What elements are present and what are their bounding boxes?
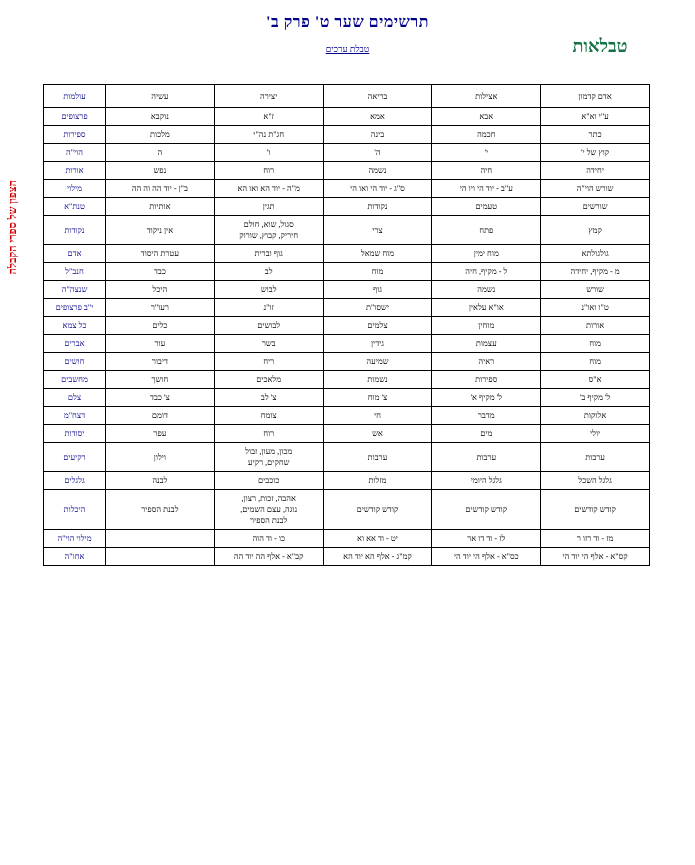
table-cell: כו - וד הוה [214,530,323,548]
table-cell: זו"נ [214,299,323,317]
table-cell: נוקבא [106,108,215,126]
table-cell: מוח [323,263,432,281]
table-cell: גוף [323,281,432,299]
table-cell: לבושים [214,317,323,335]
table-cell: אלוקות [541,407,650,425]
table-cell: מכון, מעון, זבול שחקים, רקיע [214,443,323,472]
table-cell: כלים [106,317,215,335]
table-cell: גלגל השכל [541,472,650,490]
table-cell: ו' [214,144,323,162]
table-cell: רוח [214,162,323,180]
table-cell: כתר [541,126,650,144]
table-cell: ל - מקיף, חיה [432,263,541,281]
table-cell: מלאכים [214,371,323,389]
table-cell: נשמות [323,371,432,389]
row-header: טנת"א [44,198,106,216]
table-row [44,472,650,490]
table-cell: מוח [541,353,650,371]
table-row [44,299,650,317]
table-cell: רעו"ר [106,299,215,317]
table-cell: ראיה [432,353,541,371]
table-cell: בשר [214,335,323,353]
table-cell: היכל [106,281,215,299]
table-cell: מוח [541,335,650,353]
row-header: ספירות [44,126,106,144]
table-cell: חג"ת נה"י [214,126,323,144]
table-cell: נקודות [323,198,432,216]
table-cell: ל' מקיף ב' [541,389,650,407]
table-cell: שמיעה [323,353,432,371]
table-cell: נשמה [432,281,541,299]
values-table [43,84,650,566]
table-cell: ל' מקיף א' [432,389,541,407]
column-header: אצילות [432,85,541,108]
table-cell: לבוש [214,281,323,299]
row-header: מילוי הוי"ה [44,530,106,548]
table-row [44,216,650,245]
table-row [44,443,650,472]
column-header: עשיה [106,85,215,108]
table-cell: גולגולתא [541,245,650,263]
table-row [44,353,650,371]
table-cell: עפר [106,425,215,443]
table-row [44,425,650,443]
table-cell: שורשים [541,198,650,216]
row-header: נקודות [44,216,106,245]
table-row [44,263,650,281]
row-header: פרצופים [44,108,106,126]
row-header: הוי"ה [44,144,106,162]
table-cell [106,530,215,548]
table-cell: מ - מקיף, יחידה [541,263,650,281]
table-cell: אורות [541,317,650,335]
column-header-worlds: עולמות [44,85,106,108]
table-cell: אש [323,425,432,443]
table-cell: לב [214,263,323,281]
table-cell: אין ניקוד [106,216,215,245]
table-cell: מדבר [432,407,541,425]
table-cell: חי [323,407,432,425]
row-header: שנצה"ה [44,281,106,299]
table-cell: קוץ של י' [541,144,650,162]
table-cell: אותיות [106,198,215,216]
column-header: בריאה [323,85,432,108]
table-cell: דיבור [106,353,215,371]
table-cell: קס"א - אלף הי יוד הי [541,548,650,566]
table-cell: קודש קודשים [541,490,650,530]
table-cell: ה [106,144,215,162]
table-cell: מלכות [106,126,215,144]
table-cell: כבד [106,263,215,281]
row-header: היכלות [44,490,106,530]
table-cell: ע"י וא"א [541,108,650,126]
table-body [44,85,650,566]
table-row [44,407,650,425]
table-cell: צומח [214,407,323,425]
table-cell: קמ"ג - אלף הא יוד הא [323,548,432,566]
table-cell: אמא [323,108,432,126]
table-cell: צלמים [323,317,432,335]
table-cell: לז - וד דו אר [432,530,541,548]
column-header: אדם קדמון [541,85,650,108]
table-cell: יולי [541,425,650,443]
table-cell: מ"ה - יוד הא ואו הא [214,180,323,198]
row-header: חנב"ל [44,263,106,281]
table-row [44,162,650,180]
row-header: גלגלים [44,472,106,490]
table-cell: אהבה, זכות, רצון, נוגה, עצם השמים, לבנת הספיר [214,490,323,530]
table-cell: כס"א - אלף הי יוד הי [432,548,541,566]
table-row [44,335,650,353]
section-heading-tables: טבלאות [572,36,628,56]
table-cell: ערבות [541,443,650,472]
table-cell: לבנה [106,472,215,490]
table-header-row [44,85,650,108]
table-cell: וילון [106,443,215,472]
table-cell: או"א עלאין [432,299,541,317]
row-header: חושים [44,353,106,371]
table-cell: א"ס [541,371,650,389]
table-cell: י' [432,144,541,162]
table-cell: צ' כבד [106,389,215,407]
table-cell: ז"א [214,108,323,126]
table-cell: מוח שמאל [323,245,432,263]
table-cell: קמץ [541,216,650,245]
table-cell: מזלות [323,472,432,490]
row-header: צלם [44,389,106,407]
table-cell: חושך [106,371,215,389]
table-row [44,281,650,299]
row-header: כל צמא [44,317,106,335]
row-header: י"ב פרצופים [44,299,106,317]
row-header: אורות [44,162,106,180]
table-cell: בינה [323,126,432,144]
table-cell: תגין [214,198,323,216]
table-cell: טעמים [432,198,541,216]
table-cell: צ' לב [214,389,323,407]
page-title: תרשימים שער ט' פרק ב' [266,14,429,31]
table-cell: ה' [323,144,432,162]
table-row [44,245,650,263]
table-cell: לבנת הספיר [106,490,215,530]
table-row [44,317,650,335]
table-cell: חכמה [432,126,541,144]
row-header: אדם [44,245,106,263]
table-cell: גלגל היומי [432,472,541,490]
side-margin-note: הצפון של ספרי הקבלה [7,180,19,275]
row-header: מילוי [44,180,106,198]
table-cell: שורש הוי"ה [541,180,650,198]
table-cell: נשמה [323,162,432,180]
table-cell: מוחין [432,317,541,335]
table-row [44,490,650,530]
table-cell: ערבות [323,443,432,472]
table-cell: סגול, שוא, חולם חיריק, קבוץ, שורוק [214,216,323,245]
table-row [44,389,650,407]
table-row [44,108,650,126]
table-row [44,126,650,144]
table-cell: קודש קודשים [323,490,432,530]
table-cell: גוף וברית [214,245,323,263]
table-row [44,180,650,198]
table-cell: יט - וד אא וא [323,530,432,548]
table-cell [106,548,215,566]
table-cell: עטרת היסוד [106,245,215,263]
table-row [44,198,650,216]
table-cell: עור [106,335,215,353]
row-header: מחשבים [44,371,106,389]
page-subtitle: טבלת ערכים [325,44,370,54]
table-row [44,371,650,389]
table-cell: ספירות [432,371,541,389]
table-cell: יחידה [541,162,650,180]
table-cell: רוח [214,425,323,443]
table-cell: ישסו"ת [323,299,432,317]
row-header: רקיעים [44,443,106,472]
column-header: יצירה [214,85,323,108]
table-cell: קב"א - אלף הה יוד הה [214,548,323,566]
table-cell: פתח [432,216,541,245]
table-cell: ע"ב - יוד הי ויו הי [432,180,541,198]
table-cell: ערבות [432,443,541,472]
table-cell: מז - וד רזו ר [541,530,650,548]
table-cell: כוכבים [214,472,323,490]
table-cell: צרי [323,216,432,245]
table-cell: דומם [106,407,215,425]
table-cell: גידין [323,335,432,353]
table-row [44,530,650,548]
row-header: דצח"מ [44,407,106,425]
table-cell: צ' מוח [323,389,432,407]
table-cell: ט"ו ואו"נ [541,299,650,317]
row-header: אחו"ה [44,548,106,566]
table-cell: חיה [432,162,541,180]
table-cell: מים [432,425,541,443]
table-cell: ב"ן - יוד הה וה הה [106,180,215,198]
table-cell: אבא [432,108,541,126]
table-cell: עצמות [432,335,541,353]
table-cell: ס"ג - יוד הי ואו הי [323,180,432,198]
table-cell: ריח [214,353,323,371]
table-cell: נפש [106,162,215,180]
row-header: אברים [44,335,106,353]
table-row [44,548,650,566]
table-cell: מוח ימין [432,245,541,263]
table-cell: קודש קודשים [432,490,541,530]
table-row [44,144,650,162]
row-header: יסודות [44,425,106,443]
table-cell: שורש [541,281,650,299]
